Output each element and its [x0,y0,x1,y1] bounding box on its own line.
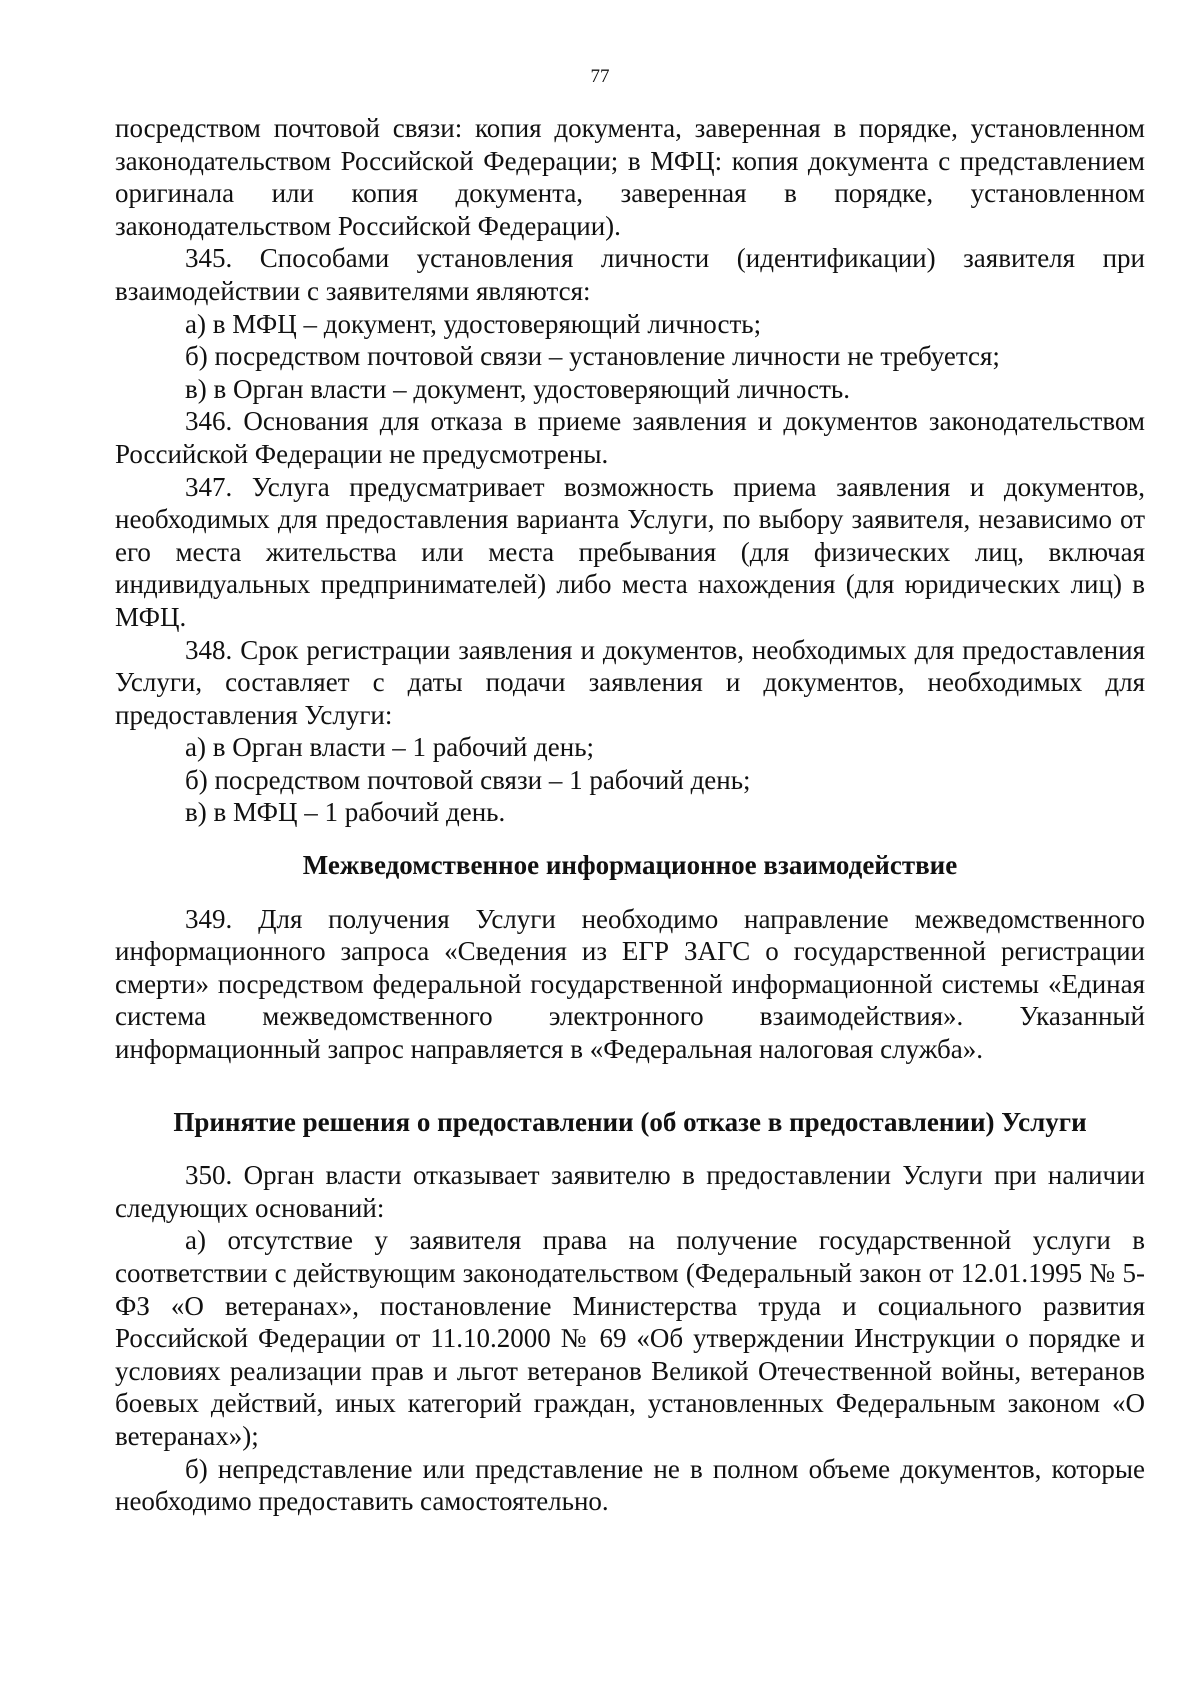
paragraph-continuation: посредством почтовой связи: копия документа, заверенная в порядке, установленном законодательством Российской Федерации; в МФЦ: копия документа с представлением оригинала или копия документа, заверенная в порядке, установленном законодательством Российской Федерации). [115,113,1145,241]
section-heading-decision: Принятие решения о предоставлении (об отказе в предоставлении) Услуги [173,1106,1087,1137]
list-item-350a: а) отсутствие у заявителя права на получение государственной услуги в соответствии с действующим законодательством (Федеральный закон от 12.01.1995 № 5-ФЗ «О ветеранах», постановление Министерства труда и социального развития Российской Федерации от 11.10.2000 № 69 «Об утверждении Инструкции о порядке и условиях реализации прав и льгот ветеранов Великой Отечественной войны, ветеранов боевых действий, иных категорий граждан, установленных Федеральным законом «О ветеранах»); [115,1225,1145,1451]
list-item-348b: б) посредством почтовой связи – 1 рабочий день; [185,764,751,795]
paragraph-350: 350. Орган власти отказывает заявителю в предоставлении Услуги при наличии следующих оснований: [115,1160,1145,1223]
document-body [115,112,1145,1518]
list-item-345c: в) в Орган власти – документ, удостоверяющий личность. [185,373,850,404]
section-heading-interagency: Межведомственное информационное взаимодействие [302,850,958,881]
paragraph-345: 345. Способами установления личности (идентификации) заявителя при взаимодействии с заявителями являются: [115,243,1145,306]
list-item-348c: в) в МФЦ – 1 рабочий день. [185,797,506,828]
paragraph-347: 347. Услуга предусматривает возможность приема заявления и документов, необходимых для предоставления варианта Услуги, по выбору заявителя, независимо от его места жительства или места пребывания (для физических лиц, включая индивидуальных предпринимателей) либо места нахождения (для юридических лиц) в МФЦ. [115,471,1145,632]
paragraph-346: 346. Основания для отказа в приеме заявления и документов законодательством Российской Федерации не предусмотрены. [115,406,1145,469]
paragraph-348: 348. Срок регистрации заявления и документов, необходимых для предоставления Услуги, составляет с даты подачи заявления и документов, необходимых для предоставления Услуги: [115,634,1145,730]
list-item-350b: б) непредставление или представление не в полном объеме документов, которые необходимо предоставить самостоятельно. [115,1453,1145,1517]
list-item-348a: а) в Орган власти – 1 рабочий день; [185,732,595,763]
paragraph-349: 349. Для получения Услуги необходимо направление межведомственного информационного запроса «Сведения из ЕГР ЗАГС о государственной регистрации смерти» посредством федеральной государственной информационной системы «Единая система межведомственного электронного взаимодействия». Указанный информационный запрос направляется в «Федеральная налоговая служба». [115,903,1145,1065]
list-item-345a: а) в МФЦ – документ, удостоверяющий личность; [185,308,762,339]
page-number: 77 [590,66,610,87]
list-item-345b: б) посредством почтовой связи – установление личности не требуется; [185,341,1000,372]
